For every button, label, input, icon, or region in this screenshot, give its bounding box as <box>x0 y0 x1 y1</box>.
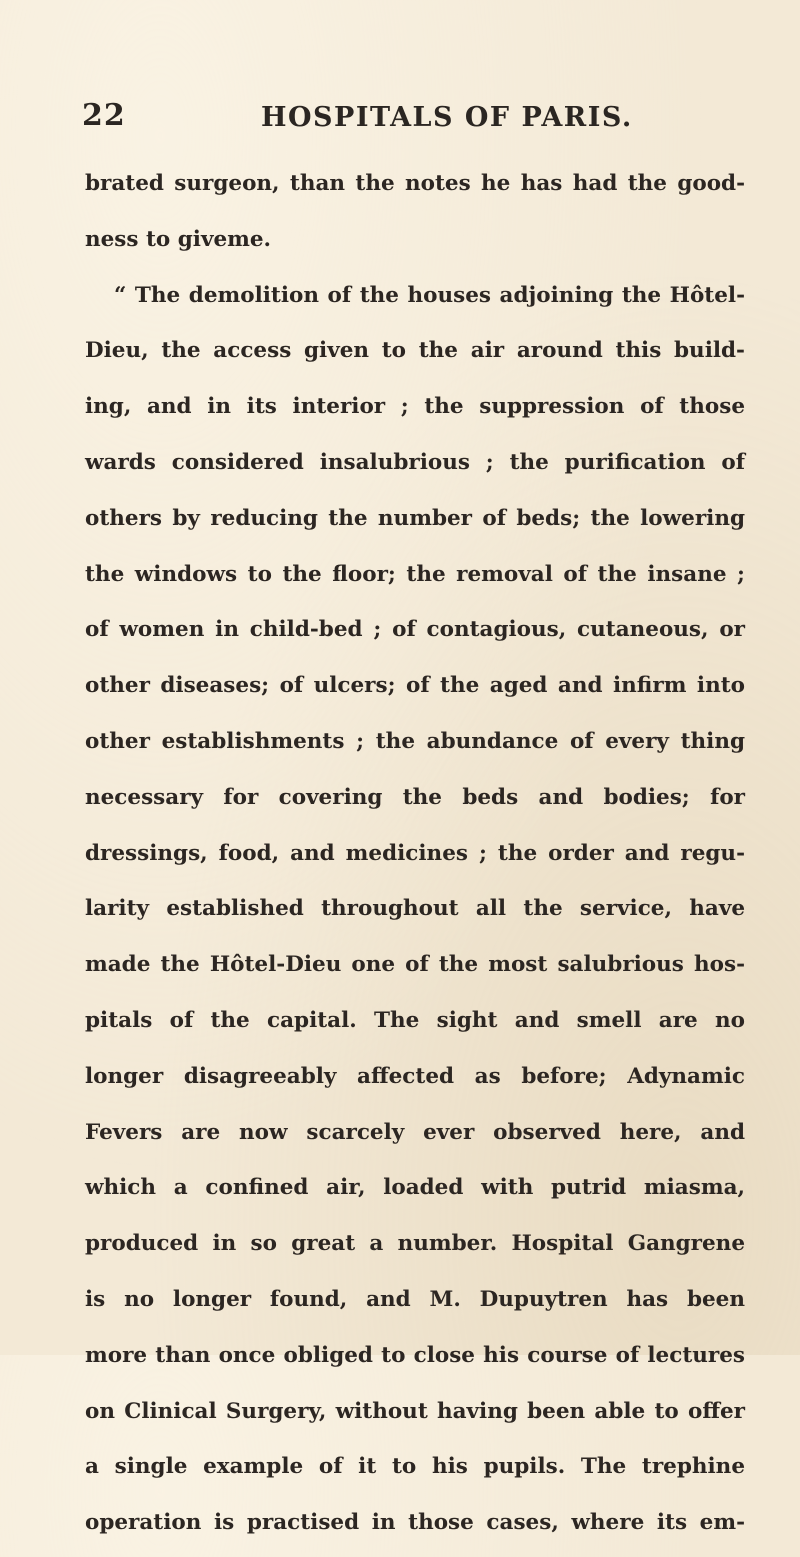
text-line: brated surgeon, than the notes he has had the good- <box>85 171 745 196</box>
text-line: ness to giveme. <box>85 226 272 252</box>
text-line: is no longer found, and M. Dupuytren has been <box>85 1286 745 1312</box>
text-line: on Clinical Surgery, without having been able to offer <box>85 1398 745 1424</box>
text-line: others by reducing the number of beds; the lowering <box>85 505 745 531</box>
text-line: wards considered insalubrious ; the purification of <box>85 449 745 475</box>
running-head <box>0 98 800 142</box>
text-line: Fevers are now scarcely ever observed here, and <box>85 1119 745 1145</box>
body-text <box>85 162 745 1557</box>
text-line: ing, and in its interior ; the suppression of those <box>85 394 745 420</box>
text-line: made the Hôtel-Dieu one of the most salubrious hos- <box>85 952 745 978</box>
text-line: of women in child-bed ; of contagious, cutaneous, or <box>85 617 745 643</box>
text-line: produced in so great a number. Hospital Gangrene <box>85 1231 745 1257</box>
text-line: Dieu, the access given to the air around this build- <box>85 338 745 364</box>
text-line: necessary for covering the beds and bodies; for <box>85 784 745 810</box>
page-number: 22 <box>82 98 126 133</box>
text-line: other establishments ; the abundance of every thing <box>85 728 745 754</box>
text-line: pitals of the capital. The sight and smell are no <box>85 1007 745 1033</box>
text-line: longer disagreeably affected as before; Adynamic <box>85 1063 745 1089</box>
text-line: dressings, food, and medicines ; the order and regu- <box>85 840 745 866</box>
text-line: the windows to the floor; the removal of the insane ; <box>85 561 745 587</box>
text-line: more than once obliged to close his course of lectures <box>85 1342 745 1368</box>
text-line: other diseases; of ulcers; of the aged and infirm into <box>85 673 745 699</box>
text-line: “ The demolition of the houses adjoining the Hôtel- <box>114 282 745 308</box>
text-line: larity established throughout all the service, have <box>85 896 745 922</box>
text-line: which a confined air, loaded with putrid miasma, <box>85 1175 745 1201</box>
text-line: operation is practised in those cases, where its em- <box>85 1510 745 1536</box>
text-line: a single example of it to his pupils. The trephine <box>85 1454 745 1480</box>
running-title: HOSPITALS OF PARIS. <box>261 102 633 133</box>
